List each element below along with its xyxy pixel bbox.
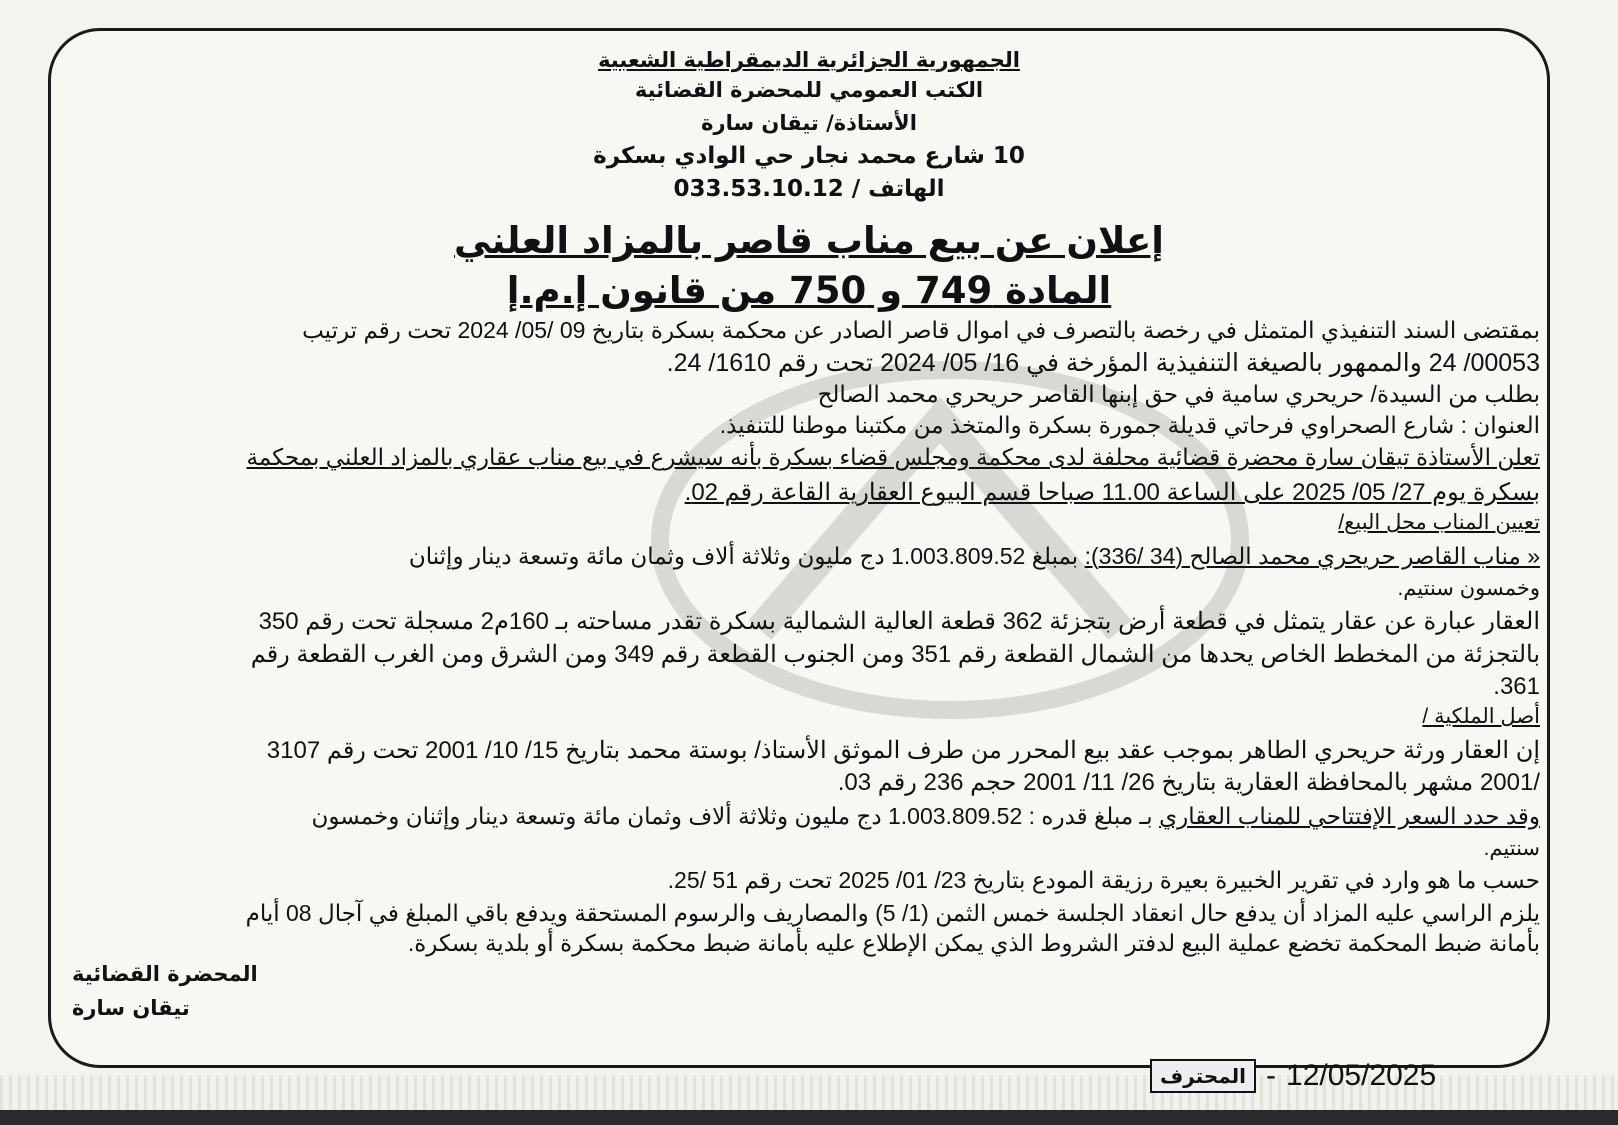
office-address: 10 شارع محمد نجار حي الوادي بسكرة	[593, 143, 1025, 169]
office-name: الكتب العمومي للمحضرة القضائية	[634, 78, 984, 102]
body-line: إن العقار ورثة حريحري الطاهر بموجب عقد بيع المحرر من طرف الموثق الأستاذ/ بوستة محمد بتاريخ 15/ 10/ 2001 تحت رقم 3107	[266, 737, 1540, 764]
body-line: أصل الملكية /	[1422, 705, 1540, 728]
body-line: سنتيم.	[1483, 837, 1540, 860]
body-line: وخمسون سنتيم.	[1397, 577, 1540, 600]
country-name: الجمهورية الجزائرية الديمقراطية الشعبية	[598, 48, 1020, 72]
page-edge	[0, 1110, 1618, 1125]
body-line: بسكرة يوم 27/ 05/ 2025 على الساعة 11.00 صباحا قسم البيوع العقارية القاعة رقم 02.	[684, 479, 1540, 506]
body-line: العنوان : شارع الصحراوي فرحاتي قديلة جمورة بسكرة والمتخذ من مكتبنا موطنا للتنفيذ.	[719, 412, 1540, 438]
share-label: « مناب القاصر حريحري محمد الصالح (34 /336):	[1084, 543, 1540, 569]
notice-subtitle: المادة 749 و 750 من قانون إ.م.إ	[506, 269, 1112, 312]
body-line: 00053/ 24 والممهور بالصيغة التنفيذية المؤرخة في 16/ 05/ 2024 تحت رقم 1610/ 24.	[666, 349, 1540, 377]
newspaper-logo: المحترف	[1150, 1059, 1256, 1093]
body-line: تعلن الأستاذة تيقان سارة محضرة قضائية محلفة لدى محكمة ومجلس قضاء بسكرة بأنه سيشرع في بيع مناب عقاري بالمزاد العلني بمحكمة	[246, 444, 1540, 470]
body-line	[72, 540, 1540, 573]
signature-name: تيقان سارة	[72, 996, 190, 1020]
opening-price-label: وقد حدد السعر الإفتتاحي للمناب العقاري	[1159, 803, 1540, 829]
body-line	[72, 800, 1540, 833]
body-line: بأمانة ضبط المحكمة تخضع عملية البيع لدفتر الشروط الذي يمكن الإطلاع عليه بأمانة ضبط محكمة بسكرة أو بلدية بسكرة.	[407, 930, 1540, 956]
body-line: حسب ما هو وارد في تقرير الخبيرة بعيرة رزيقة المودع بتاريخ 23/ 01/ 2025 تحت رقم 51 /25.	[667, 867, 1540, 893]
body-line: بمقتضى السند التنفيذي المتمثل في رخصة بالتصرف في اموال قاصر الصادر عن محكمة بسكرة بتاريخ 09 /05/ 2024 تحت رقم ترتيب	[302, 317, 1540, 343]
body-line: يلزم الراسي عليه المزاد أن يدفع حال انعقاد الجلسة خمس الثمن (1/ 5) والمصاريف والرسوم المستحقة ويدفع باقي المبلغ في آجال 08 أيام	[245, 900, 1540, 926]
dash-separator: -	[1266, 1059, 1277, 1092]
body-line: 361.	[1493, 673, 1540, 700]
share-amount: بمبلغ 1.003.809.52 دج مليون وثلاثة ألاف وثمان مائة وتسعة دينار وإثنان	[408, 543, 1085, 569]
signature-title: المحضرة القضائية	[72, 962, 258, 986]
notice-title: إعلان عن بيع مناب قاصر بالمزاد العلني	[453, 219, 1164, 262]
opening-price-amount: بـ مبلغ قدره : 1.003.809.52 دج مليون وثلاثة ألاف وثمان مائة وتسعة دينار وإثنان وخمسون	[311, 803, 1160, 829]
body-line: العقار عبارة عن عقار يتمثل في قطعة أرض بتجزئة 362 قطعة العالية الشمالية بسكرة تقدر مساحته بـ 160م2 مسجلة تحت رقم 350	[258, 608, 1540, 635]
body-line: تعيين المناب محل البيع/	[1338, 511, 1540, 534]
publication-date: 12/05/2025	[1286, 1059, 1437, 1092]
body-line: بالتجزئة من المخطط الخاص يحدها من الشمال القطعة رقم 351 ومن الجنوب القطعة رقم 349 ومن الشرق ومن الغرب القطعة رقم	[250, 641, 1540, 668]
body-line: بطلب من السيدة/ حريحري سامية في حق إبنها القاصر حريحري محمد الصالح	[817, 381, 1540, 407]
office-phone: الهاتف / 033.53.10.12	[673, 176, 945, 202]
bailiff-name: الأستاذة/ تيقان سارة	[701, 111, 917, 135]
publication-stamp	[1150, 1058, 1436, 1094]
body-line: /2001 مشهر بالمحافظة العقارية بتاريخ 26/ 11/ 2001 حجم 236 رقم 03.	[837, 769, 1540, 796]
